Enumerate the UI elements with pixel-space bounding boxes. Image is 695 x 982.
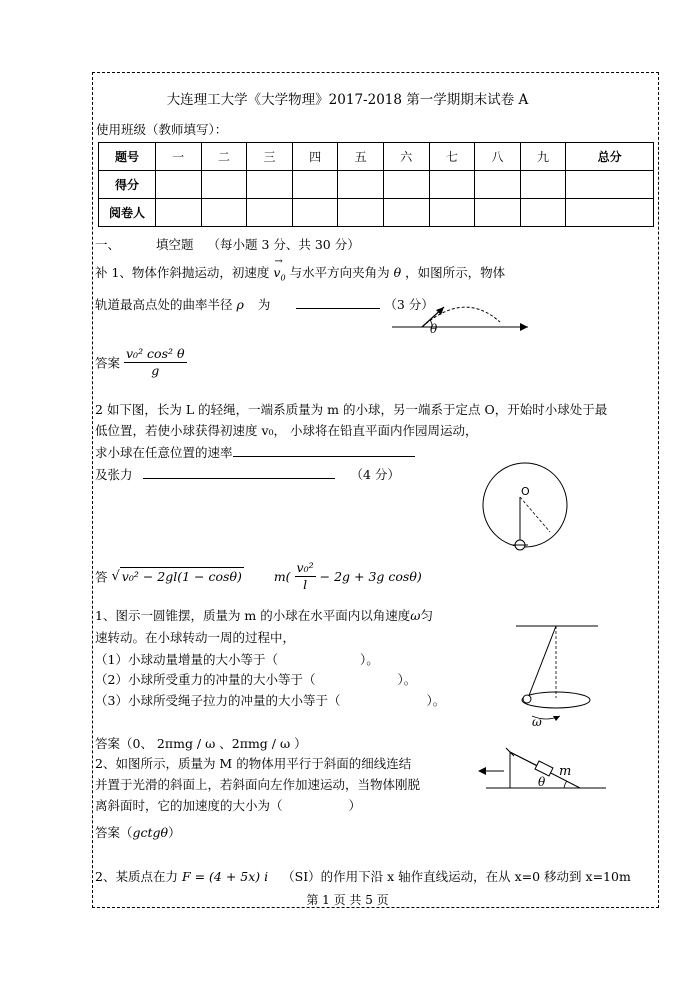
grader-cell[interactable] <box>429 199 475 227</box>
q1-item3-text: （3）小球所受绳子拉力的冲量的大小等于（ <box>95 693 341 708</box>
q2-line3-text: 求小球在任意位置的速率 <box>95 445 233 460</box>
q1-item2-end: ）。 <box>397 672 417 687</box>
exam-title: 大连理工大学《大学物理》2017-2018 第一学期期末试卷 A <box>166 92 529 108</box>
q1-line1-end: 匀 <box>420 608 433 623</box>
q2-line4 <box>95 465 400 483</box>
tension-fraction <box>295 560 316 593</box>
grader-cell[interactable] <box>520 199 566 227</box>
q1-answer: 答案（0、 2πmg / ω 、2πmg / ω ） <box>95 736 307 751</box>
q2b-line3-end: ） <box>348 798 362 813</box>
v0-symbol: → $v_0$ <box>273 256 286 283</box>
col-3: 三 <box>247 143 293 171</box>
q2-line3 <box>95 443 415 461</box>
q-supp1-points: （3 分） <box>384 297 434 312</box>
score-cell[interactable] <box>201 171 247 199</box>
page-footer: 第 1 页 共 5 页 <box>306 893 389 907</box>
col-tihao: 题号 <box>99 143 156 171</box>
sqrt-sign: √ <box>111 569 120 584</box>
col-8: 八 <box>475 143 521 171</box>
q1-item3-end: ）。 <box>426 693 446 708</box>
grader-cell[interactable] <box>292 199 338 227</box>
q-supp1-text-b: 与水平方向夹角为 <box>289 265 390 280</box>
figure-theta: θ <box>430 322 438 336</box>
score-cell[interactable] <box>156 171 202 199</box>
grader-cell[interactable] <box>383 199 429 227</box>
q-supp1-line1 <box>95 256 506 283</box>
q1-item2-text: （2）小球所受重力的冲量的大小等于（ <box>95 672 316 687</box>
vertical-circle-figure <box>478 460 578 560</box>
q2-points: （4 分） <box>350 467 400 482</box>
score-cell[interactable] <box>247 171 293 199</box>
q1-line1 <box>95 606 433 624</box>
q2-line1: 2 如下图，长为 L 的轻绳，一端系质量为 m 的小球，另一端系于定点 O，开始时小球处于最 <box>95 402 608 417</box>
q-supp1-text-c: ，如图所示，物体 <box>405 265 506 280</box>
answer-denominator: g <box>151 363 160 378</box>
q-supp1-line2-b: 为 <box>257 297 271 312</box>
section-1-header <box>95 235 360 253</box>
q1-item1 <box>95 650 379 668</box>
score-cell[interactable] <box>383 171 429 199</box>
q1-item2 <box>95 670 416 688</box>
tension-numerator: v₀² <box>296 560 314 575</box>
figure-omega: ω <box>532 715 542 729</box>
incline-theta: θ <box>538 775 546 789</box>
score-table-header-row <box>99 143 654 171</box>
col-5: 五 <box>338 143 384 171</box>
q1-item1-end: ）。 <box>359 652 379 667</box>
tension-blank[interactable] <box>143 478 335 479</box>
score-cell[interactable] <box>520 171 566 199</box>
row-label-score: 得分 <box>99 171 156 199</box>
figure-o-label: O <box>521 485 530 498</box>
tension-prefix: m( <box>273 569 291 584</box>
q1-item3 <box>95 691 445 709</box>
speed-blank[interactable] <box>233 456 415 457</box>
section-1-title: 填空题 <box>155 237 194 252</box>
answer-fraction <box>124 346 187 379</box>
q-supp1-answer <box>95 346 187 379</box>
score-cell[interactable] <box>475 171 521 199</box>
score-row <box>99 171 654 199</box>
q2b-answer-value: gctgθ <box>132 825 169 840</box>
grader-cell[interactable] <box>566 199 654 227</box>
q-supp1-line2-a: 轨道最高点处的曲率半径 <box>95 297 233 312</box>
col-1: 一 <box>156 143 202 171</box>
q2c-line <box>95 867 631 885</box>
score-cell[interactable] <box>292 171 338 199</box>
col-total: 总分 <box>566 143 654 171</box>
rho-symbol: ρ <box>236 297 244 312</box>
class-line: 使用班级（教师填写）： <box>96 122 228 137</box>
tension-suffix: − 2g + 3g cosθ) <box>319 569 422 584</box>
grader-cell[interactable] <box>156 199 202 227</box>
score-table <box>98 142 654 227</box>
q-supp1-line2 <box>95 295 434 313</box>
omega-symbol: ω <box>410 608 421 623</box>
col-7: 七 <box>429 143 475 171</box>
q2b-line2: 并置于光滑的斜面上，若斜面向左作加速运动，当物体刚脱 <box>95 777 421 792</box>
row-label-grader: 阅卷人 <box>99 199 156 227</box>
incline-figure <box>476 744 616 794</box>
col-4: 四 <box>292 143 338 171</box>
v0-letter: v <box>273 265 281 280</box>
grader-cell[interactable] <box>247 199 293 227</box>
q-supp1-text-a: 补 1、物体作斜抛运动，初速度 <box>95 265 270 280</box>
incline-mass-label: m <box>559 764 572 779</box>
grader-cell[interactable] <box>475 199 521 227</box>
q2b-answer-end: ） <box>168 825 181 840</box>
section-1-note: （每小题 3 分、共 30 分） <box>207 237 360 252</box>
answer-numerator: v₀² cos² θ <box>126 346 185 361</box>
col-2: 二 <box>201 143 247 171</box>
q2-line4-text: 及张力 <box>95 467 133 482</box>
q2b-answer-label: 答案（ <box>95 825 133 840</box>
q2-answer <box>95 560 422 593</box>
theta-symbol: θ <box>393 265 402 280</box>
score-cell[interactable] <box>566 171 654 199</box>
q2-line2: 低位置，若使小球获得初速度 v₀， 小球将在铅直平面内作园周运动， <box>95 423 478 438</box>
score-cell[interactable] <box>429 171 475 199</box>
q2b-answer <box>95 823 181 841</box>
grader-cell[interactable] <box>338 199 384 227</box>
q2-answer-label: 答 <box>95 569 108 585</box>
answer-blank[interactable] <box>296 308 380 309</box>
q2c-text-b: （SI）的作用下沿 x 轴作直线运动，在从 x=0 移动到 x=10m <box>282 869 631 884</box>
conical-pendulum-figure <box>512 622 602 732</box>
score-cell[interactable] <box>338 171 384 199</box>
q2b-line1: 2、如图所示，质量为 M 的物体用平行于斜面的细线连结 <box>95 756 412 771</box>
force-expression: F = (4 + 5x) i <box>181 869 269 884</box>
section-1-number: 一、 <box>95 237 121 252</box>
col-6: 六 <box>383 143 429 171</box>
col-9: 九 <box>520 143 566 171</box>
q1-item1-text: （1）小球动量增量的大小等于（ <box>95 652 278 667</box>
grader-row <box>99 199 654 227</box>
q1-line1-text: 1、图示一圆锥摆，质量为 m 的小球在水平面内以角速度 <box>95 608 411 623</box>
projectile-figure <box>392 302 532 336</box>
grader-cell[interactable] <box>201 199 247 227</box>
tension-denominator: l <box>303 577 308 592</box>
v0-subscript: 0 <box>280 273 286 283</box>
q2b-line3 <box>95 796 361 814</box>
answer-label: 答案 <box>95 355 121 371</box>
q1-line2: 速转动。在小球转动一周的过程中， <box>95 630 296 645</box>
q2c-text-a: 2、某质点在力 <box>95 869 178 884</box>
q2-answer-speed: v₀² − 2gl(1 − cosθ) <box>121 569 242 584</box>
q2b-line3-text: 离斜面时，它的加速度的大小为（ <box>95 798 283 813</box>
